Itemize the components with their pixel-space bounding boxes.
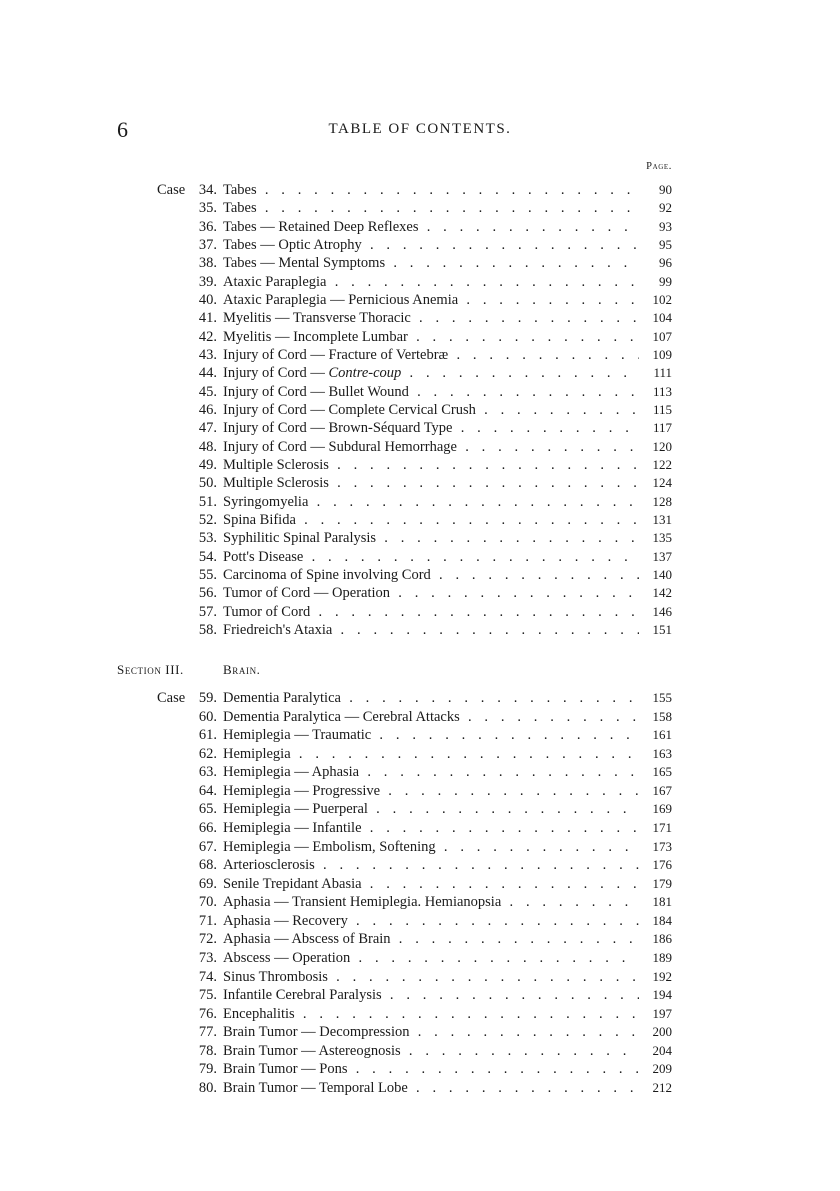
entry-page: 137 bbox=[652, 548, 672, 564]
entry-title bbox=[223, 236, 639, 254]
entry-title bbox=[223, 893, 639, 911]
entry-title-text: Arteriosclerosis bbox=[223, 857, 315, 874]
entry-title bbox=[223, 529, 639, 547]
entry-page: 107 bbox=[652, 328, 672, 344]
toc-entry bbox=[0, 763, 840, 781]
entry-title bbox=[223, 364, 639, 382]
case-number: 56. bbox=[198, 585, 217, 602]
entry-title-text: Injury of Cord — Bullet Wound bbox=[223, 383, 409, 400]
entry-page: 151 bbox=[652, 621, 672, 637]
entry-page: 117 bbox=[652, 420, 672, 436]
case-number: 48. bbox=[198, 438, 217, 455]
entry-page: 158 bbox=[652, 708, 672, 724]
case-number: 59. bbox=[198, 690, 217, 706]
case-number: 76. bbox=[198, 1005, 217, 1022]
entry-title-text: Infantile Cerebral Paralysis bbox=[223, 987, 382, 1004]
case-prefix: Case bbox=[157, 182, 186, 198]
case-number: 41. bbox=[198, 310, 217, 327]
entry-title-text: Brain Tumor — Astereognosis bbox=[223, 1042, 401, 1059]
entry-title-text: Tabes — Retained Deep Reflexes bbox=[223, 218, 419, 235]
entry-page: 93 bbox=[659, 218, 672, 234]
entry-title bbox=[223, 1042, 639, 1060]
entry-title bbox=[223, 930, 639, 948]
entry-page: 173 bbox=[652, 838, 672, 854]
entry-page: 135 bbox=[652, 530, 672, 546]
toc-entry bbox=[0, 419, 840, 437]
toc-entry bbox=[0, 383, 840, 401]
entry-title-text: Brain Tumor — Pons bbox=[223, 1061, 348, 1078]
toc-entry bbox=[0, 603, 840, 621]
entry-title bbox=[223, 875, 639, 893]
entry-page: 169 bbox=[652, 801, 672, 817]
entry-title bbox=[223, 328, 639, 346]
entry-title bbox=[223, 603, 639, 621]
entry-title-italic: Contre-coup bbox=[328, 365, 402, 382]
entry-page: 142 bbox=[652, 585, 672, 601]
entry-page: 197 bbox=[652, 1005, 672, 1021]
entry-title-text: Multiple Sclerosis bbox=[223, 456, 329, 473]
entry-title bbox=[223, 912, 639, 930]
toc-entry bbox=[0, 401, 840, 419]
entry-title bbox=[223, 584, 639, 602]
toc-entry bbox=[0, 1042, 840, 1060]
entry-title-text: Hemiplegia — Puerperal bbox=[223, 801, 368, 818]
entry-page: 131 bbox=[652, 511, 672, 527]
entry-title-text: Tabes bbox=[223, 200, 257, 217]
entry-title-text: Hemiplegia — Infantile bbox=[223, 819, 362, 836]
entry-page: 184 bbox=[652, 912, 672, 928]
toc-entry bbox=[0, 986, 840, 1004]
case-number: 63. bbox=[198, 764, 217, 781]
entry-title-text: Hemiplegia — Progressive bbox=[223, 782, 381, 799]
entry-title bbox=[223, 838, 639, 856]
case-number: 61. bbox=[198, 727, 217, 744]
case-number: 72. bbox=[198, 931, 217, 948]
case-number: 71. bbox=[198, 912, 217, 929]
case-number: 37. bbox=[198, 236, 217, 253]
entry-title-text: Ataxic Paraplegia bbox=[223, 273, 327, 290]
case-number: 51. bbox=[198, 493, 217, 510]
entry-title bbox=[223, 309, 639, 327]
toc-entry bbox=[0, 236, 840, 254]
case-number: 60. bbox=[198, 708, 217, 725]
entry-title-text: Spina Bifida bbox=[223, 511, 296, 528]
entry-title-text: Friedreich's Ataxia bbox=[223, 621, 333, 638]
entry-title bbox=[223, 763, 639, 781]
toc-entry bbox=[0, 181, 840, 199]
case-number: 66. bbox=[198, 819, 217, 836]
entry-page: 90 bbox=[659, 182, 672, 197]
toc-entry bbox=[0, 273, 840, 291]
entry-title bbox=[223, 819, 639, 837]
entry-title bbox=[223, 199, 639, 217]
case-number: 67. bbox=[198, 838, 217, 855]
case-number: 42. bbox=[198, 328, 217, 345]
toc-entry bbox=[0, 819, 840, 837]
entry-title-text: Hemiplegia — Aphasia bbox=[223, 764, 360, 781]
toc-entry bbox=[0, 346, 840, 364]
toc-entry bbox=[0, 254, 840, 272]
toc-entry bbox=[0, 856, 840, 874]
case-number: 39. bbox=[198, 273, 217, 290]
entry-title bbox=[223, 383, 639, 401]
toc-entry bbox=[0, 930, 840, 948]
entry-title-text: Aphasia — Transient Hemiplegia. Hemianopsia bbox=[223, 894, 502, 911]
entry-title-text: Myelitis — Transverse Thoracic bbox=[223, 310, 411, 327]
toc-entry bbox=[0, 474, 840, 492]
toc-entry bbox=[0, 708, 840, 726]
case-number: 52. bbox=[198, 511, 217, 528]
entry-title bbox=[223, 1060, 639, 1078]
entry-title bbox=[223, 456, 639, 474]
entry-title bbox=[223, 1005, 639, 1023]
toc-entry bbox=[0, 309, 840, 327]
entry-title bbox=[223, 511, 639, 529]
entry-title bbox=[223, 254, 639, 272]
entry-title-text: Hemiplegia — Traumatic bbox=[223, 727, 372, 744]
entry-title bbox=[223, 419, 639, 437]
page-column-label: Page. bbox=[646, 161, 672, 172]
toc-entry bbox=[0, 438, 840, 456]
case-number: 44. bbox=[198, 365, 217, 382]
entry-page: 176 bbox=[652, 857, 672, 873]
case-number: 43. bbox=[198, 346, 217, 363]
toc-entry bbox=[0, 1079, 840, 1097]
case-number: 46. bbox=[198, 401, 217, 418]
toc-entry bbox=[0, 745, 840, 763]
entry-page: 115 bbox=[652, 401, 672, 417]
entry-page: 95 bbox=[659, 236, 672, 252]
entry-title-text: Tumor of Cord — Operation bbox=[223, 585, 391, 602]
entry-page: 99 bbox=[659, 273, 672, 289]
entry-title bbox=[223, 689, 639, 707]
entry-page: 155 bbox=[652, 690, 672, 705]
entry-page: 128 bbox=[652, 493, 672, 509]
toc-entry bbox=[0, 529, 840, 547]
entry-page: 179 bbox=[652, 875, 672, 891]
toc-entry bbox=[0, 689, 840, 707]
case-number: 50. bbox=[198, 475, 217, 492]
case-number: 58. bbox=[198, 621, 217, 638]
section-label: Section III. bbox=[117, 662, 184, 677]
entry-title-text: Tabes bbox=[223, 182, 257, 198]
entry-title-text: Syringomyelia bbox=[223, 493, 309, 510]
entry-page: 192 bbox=[652, 968, 672, 984]
case-prefix: Case bbox=[157, 690, 186, 706]
entry-page: 122 bbox=[652, 456, 672, 472]
entry-page: 109 bbox=[652, 346, 672, 362]
toc-entry bbox=[0, 726, 840, 744]
case-number: 49. bbox=[198, 456, 217, 473]
case-number: 73. bbox=[198, 949, 217, 966]
entry-title-text: Tabes — Mental Symptoms bbox=[223, 255, 386, 272]
entry-title-text: Abscess — Operation bbox=[223, 949, 351, 966]
entry-title bbox=[223, 782, 639, 800]
entry-title-text: Brain Tumor — Decompression bbox=[223, 1024, 410, 1041]
entry-title bbox=[223, 273, 639, 291]
entry-page: 92 bbox=[659, 200, 672, 216]
case-number: 53. bbox=[198, 530, 217, 547]
entry-page: 161 bbox=[652, 727, 672, 743]
toc-entry bbox=[0, 893, 840, 911]
entry-title-text: Injury of Cord — bbox=[223, 365, 329, 382]
case-number: 68. bbox=[198, 857, 217, 874]
case-number: 45. bbox=[198, 383, 217, 400]
entry-page: 171 bbox=[652, 819, 672, 835]
case-number: 34. bbox=[198, 182, 217, 198]
entry-page: 212 bbox=[652, 1079, 672, 1095]
case-number: 62. bbox=[198, 745, 217, 762]
section-title-text: Brain. bbox=[223, 662, 261, 677]
toc-entry bbox=[0, 566, 840, 584]
toc-entry bbox=[0, 968, 840, 986]
entry-title bbox=[223, 621, 639, 639]
entry-title bbox=[223, 986, 639, 1004]
entry-page: 120 bbox=[652, 438, 672, 454]
entry-title-text: Sinus Thrombosis bbox=[223, 968, 328, 985]
toc-entry bbox=[0, 548, 840, 566]
entry-title-text: Hemiplegia bbox=[223, 745, 291, 762]
toc-entry bbox=[0, 328, 840, 346]
entry-page: 102 bbox=[652, 291, 672, 307]
entry-title-text: Aphasia — Recovery bbox=[223, 912, 348, 929]
entry-page: 209 bbox=[652, 1061, 672, 1077]
entry-title bbox=[223, 181, 639, 199]
toc-entry bbox=[0, 584, 840, 602]
entry-title bbox=[223, 291, 639, 309]
section-title bbox=[223, 662, 261, 678]
entry-page: 200 bbox=[652, 1024, 672, 1040]
entry-page: 113 bbox=[652, 383, 672, 399]
toc-entry bbox=[0, 511, 840, 529]
entry-page: 140 bbox=[652, 566, 672, 582]
entry-title bbox=[223, 1079, 639, 1097]
case-number: 79. bbox=[198, 1061, 217, 1078]
entry-title bbox=[223, 218, 639, 236]
entry-title-text: Injury of Cord — Subdural Hemorrhage bbox=[223, 438, 457, 455]
case-number: 36. bbox=[198, 218, 217, 235]
case-number: 70. bbox=[198, 894, 217, 911]
entry-title bbox=[223, 745, 639, 763]
entry-page: 181 bbox=[652, 894, 672, 910]
toc-entry bbox=[0, 1060, 840, 1078]
entry-title-text: Encephalitis bbox=[223, 1005, 295, 1022]
entry-title-text: Injury of Cord — Complete Cervical Crush bbox=[223, 401, 476, 418]
entry-title-text: Tabes — Optic Atrophy bbox=[223, 236, 362, 253]
entry-title bbox=[223, 474, 639, 492]
toc-entry bbox=[0, 838, 840, 856]
case-number: 75. bbox=[198, 987, 217, 1004]
toc-entry bbox=[0, 364, 840, 382]
case-number: 35. bbox=[198, 200, 217, 217]
case-number: 57. bbox=[198, 603, 217, 620]
entry-title bbox=[223, 800, 639, 818]
entry-page: 146 bbox=[652, 603, 672, 619]
case-number: 54. bbox=[198, 548, 217, 565]
toc-entry bbox=[0, 949, 840, 967]
entry-title bbox=[223, 493, 639, 511]
toc-entry bbox=[0, 291, 840, 309]
entry-title-text: Brain Tumor — Temporal Lobe bbox=[223, 1079, 408, 1096]
toc-entry bbox=[0, 493, 840, 511]
case-number: 69. bbox=[198, 875, 217, 892]
running-title: TABLE OF CONTENTS. bbox=[328, 121, 512, 137]
entry-title-text: Aphasia — Abscess of Brain bbox=[223, 931, 391, 948]
toc-entry bbox=[0, 218, 840, 236]
entry-page: 186 bbox=[652, 931, 672, 947]
entry-title-text: Syphilitic Spinal Paralysis bbox=[223, 530, 377, 547]
entry-title bbox=[223, 548, 639, 566]
toc-entry bbox=[0, 875, 840, 893]
entry-page: 111 bbox=[653, 365, 672, 381]
entry-title bbox=[223, 856, 639, 874]
entry-title-text: Dementia Paralytica bbox=[223, 690, 341, 706]
entry-page: 204 bbox=[652, 1042, 672, 1058]
case-number: 65. bbox=[198, 801, 217, 818]
entry-title bbox=[223, 726, 639, 744]
case-number: 77. bbox=[198, 1024, 217, 1041]
entry-page: 189 bbox=[652, 949, 672, 965]
toc-entry bbox=[0, 912, 840, 930]
entry-page: 163 bbox=[652, 745, 672, 761]
toc-entry bbox=[0, 1005, 840, 1023]
entry-title bbox=[223, 1023, 639, 1041]
toc-entry bbox=[0, 621, 840, 639]
entry-page: 104 bbox=[652, 310, 672, 326]
entry-page: 194 bbox=[652, 987, 672, 1003]
toc-entry bbox=[0, 199, 840, 217]
case-number: 47. bbox=[198, 420, 217, 437]
entry-title bbox=[223, 346, 639, 364]
entry-title-text: Injury of Cord — Fracture of Vertebræ bbox=[223, 346, 449, 363]
entry-title bbox=[223, 566, 639, 584]
entry-title-text: Pott's Disease bbox=[223, 548, 304, 565]
toc-entry bbox=[0, 800, 840, 818]
case-number: 40. bbox=[198, 291, 217, 308]
entry-title-text: Hemiplegia — Embolism, Softening bbox=[223, 838, 436, 855]
case-number: 80. bbox=[198, 1079, 217, 1096]
section-heading bbox=[117, 662, 184, 678]
case-number: 38. bbox=[198, 255, 217, 272]
entry-title bbox=[223, 708, 639, 726]
entry-title bbox=[223, 968, 639, 986]
toc-entry bbox=[0, 1023, 840, 1041]
entry-title-text: Senile Trepidant Abasia bbox=[223, 875, 362, 892]
entry-title bbox=[223, 949, 639, 967]
toc-entry bbox=[0, 456, 840, 474]
entry-title-text: Myelitis — Incomplete Lumbar bbox=[223, 328, 408, 345]
toc-entry bbox=[0, 782, 840, 800]
entry-title-text: Multiple Sclerosis bbox=[223, 475, 329, 492]
entry-title-text: Dementia Paralytica — Cerebral Attacks bbox=[223, 708, 460, 725]
entry-title-text: Ataxic Paraplegia — Pernicious Anemia bbox=[223, 291, 459, 308]
entry-title-text: Injury of Cord — Brown-Séquard Type bbox=[223, 420, 453, 437]
case-number: 74. bbox=[198, 968, 217, 985]
entry-title-text: Tumor of Cord bbox=[223, 603, 311, 620]
case-number: 55. bbox=[198, 566, 217, 583]
entry-title-text: Carcinoma of Spine involving Cord bbox=[223, 566, 431, 583]
case-number: 64. bbox=[198, 782, 217, 799]
entry-page: 167 bbox=[652, 782, 672, 798]
entry-page: 96 bbox=[659, 255, 672, 271]
entry-title bbox=[223, 401, 639, 419]
case-number: 78. bbox=[198, 1042, 217, 1059]
entry-title bbox=[223, 438, 639, 456]
entry-page: 165 bbox=[652, 764, 672, 780]
page-number: 6 bbox=[117, 117, 128, 142]
entry-page: 124 bbox=[652, 475, 672, 491]
